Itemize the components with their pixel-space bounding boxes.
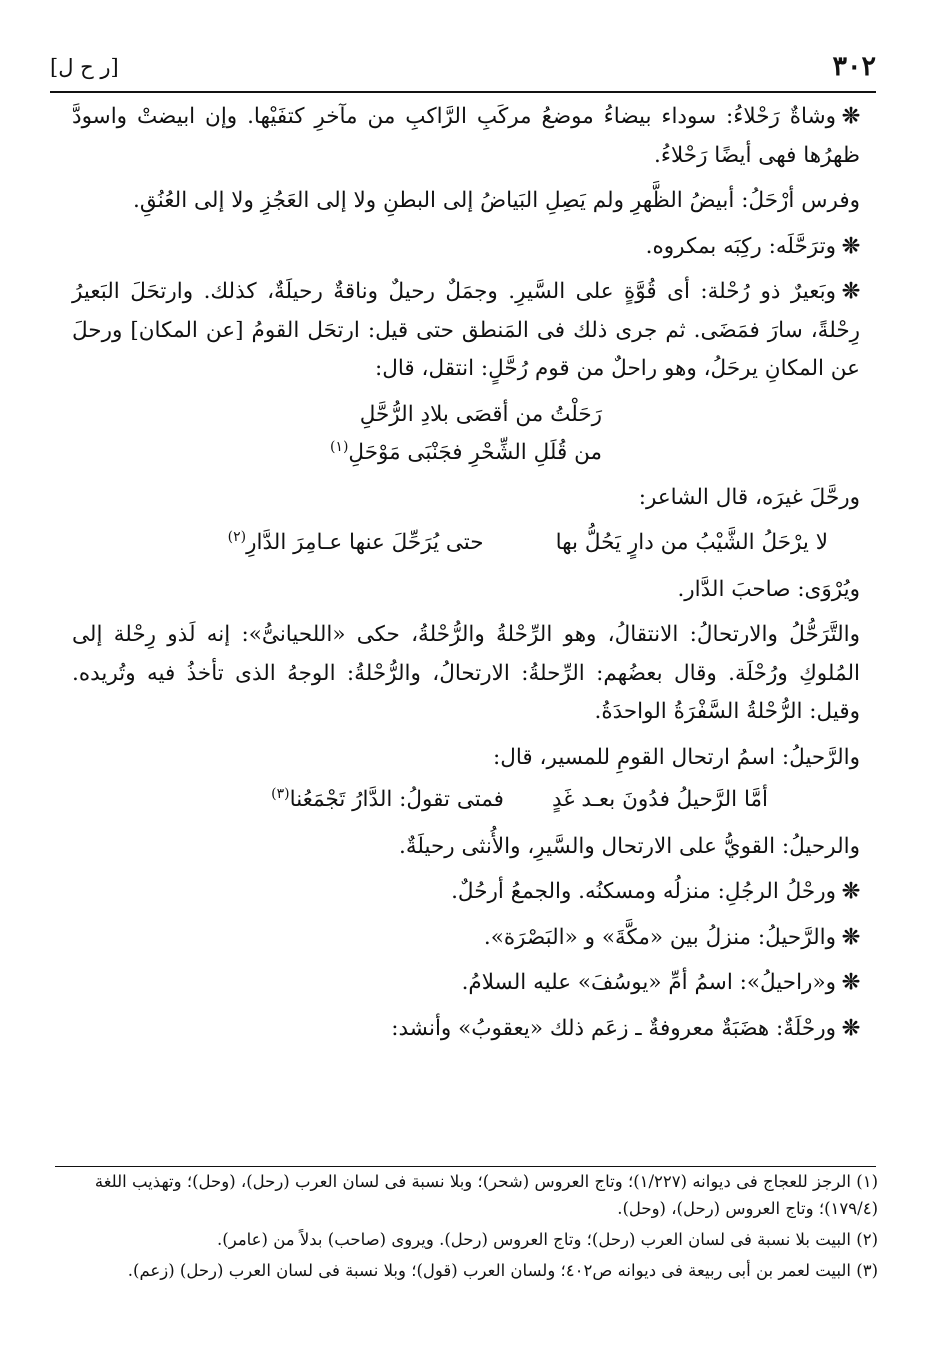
entry-paragraph: ❊وبَعيرٌ ذو رُحْلة: أى قُوَّةٍ على السَّيرِ. وجمَلٌ رحيلٌ وناقةٌ رحيلَةٌ، كذلك. وارتحَلَ البَعيرُ رِحْلةً، سارَ فمَضَى. ثم جرى ذلك فى المَنطق حتى قيل: ارتحَل القومُ [عن المكان] ورحلَ عن المكانِ يرحَلُ، وهو راحلٌ من قوم رُحَّلٍ: انتقل، قال:: [72, 279, 860, 381]
verse-line: رَحَلْتُ من أقصَى بلادِ الرُّحَّلِ: [359, 401, 602, 427]
root-label: [ر ح ل]: [50, 55, 119, 79]
footnote-marker: (٣): [271, 785, 290, 802]
star-icon: ❊: [841, 1015, 860, 1041]
verse-hemistich: حتى يُرَحِّلَ عنها عـامِرَ الدَّارِ$^{(٢)}$: [227, 528, 484, 555]
footnote: (٢) البيت بلا نسبة فى لسان العرب (رحل)؛ وتاج العروس (رحل). ويروى (صاحب) بدلاً من (عامر).: [217, 1230, 878, 1249]
entry-body: [72, 98, 860, 1055]
star-icon: ❊: [841, 924, 860, 950]
entry-paragraph: وفرس أرْحَلُ: أبيضُ الظَّهرِ ولم يَصِلِ البَياضُ إلى البطنِ ولا إلى العَجُزِ ولا إلى العُنُقِ.: [133, 188, 860, 213]
footnote-marker: (٢): [227, 528, 247, 545]
footnote-rule: [55, 1166, 876, 1167]
footnote: (١) الرجز للعجاج فى ديوانه (١/٢٢٧)؛ وتاج العروس (شحر)؛ وبلا نسبة فى لسان العرب (رحل)، (وحل)؛ وتهذيب اللغة (١٧٩/٤)؛ وتاج العروس (رحل)، (وحل).: [94, 1172, 878, 1218]
star-icon: ❊: [841, 879, 860, 904]
verse-hemistich: فمتى تقولُ: الدَّارُ تَجْمَعُنا$^{(٣)}$: [271, 785, 504, 812]
entry-paragraph: ❊وترَحَّلَه: ركِبَه بمكروه.: [645, 233, 860, 259]
verse-line: من قُلَلِ الشِّحْرِ فجَنْبَى مَوْحَلِ$^{(١)}$: [329, 438, 602, 465]
star-icon: ❊: [841, 970, 860, 995]
entry-paragraph: والتَّرَحُّلُ والارتحالُ: الانتقالُ، وهو الرِّحْلةُ والرُّحْلةُ، حكى «اللحيانىُّ»: إنه لَذو رِحْلة إلى المُلوكِ ورُحْلَة. وقال بعضُهم: الرِّحلةُ: الارتحالُ، والرُّحْلةُ: الوجهُ الذى تأخذُ فيه وتُريده. وقيل: الرُّحْلةُ السَّفْرَةُ الواحدَةُ.: [72, 622, 860, 724]
entry-paragraph: ❊و«راحيلُ»: اسمُ أمِّ «يوسُفَ» عليه السلامُ.: [461, 970, 860, 995]
entry-paragraph: ❊وشاةٌ رَحْلاءُ: سوداء بيضاءُ موضعُ مركَبِ الرَّاكبِ من مآخرِ كتفَيْها. وإن ابيضتْ واسودَّ ظهرُها فهى أيضًا رَحْلاءُ.: [72, 104, 860, 168]
entry-paragraph: ويُرْوَى: صاحبَ الدَّار.: [677, 576, 860, 602]
verse-couplet: [72, 781, 860, 820]
entry-paragraph: والرحيلُ: القويُّ على الارتحال والسَّيرِ، والأُنثى رحيلَةٌ.: [399, 833, 860, 859]
footnotes: [55, 1168, 878, 1288]
star-icon: ❊: [841, 104, 860, 129]
footnote: (٣) البيت لعمر بن أبى ربيعة فى ديوانه ص٤٠٢؛ ولسان العرب (قول)؛ وبلا نسبة فى لسان العرب (رحل) (زعم).: [127, 1261, 878, 1280]
verse-hemistich: لا يرْحَلُ الشَّيْبُ من دارٍ يَحُلُّ بها: [555, 530, 828, 555]
entry-paragraph: ورحَّلَ غيرَه، قال الشاعر:: [638, 484, 860, 510]
page-header: [50, 52, 876, 86]
entry-paragraph: ❊والرَّحيلُ: منزلُ بين «مكَّةَ» و «البَصْرَة».: [483, 924, 860, 950]
verse-couplet: [72, 524, 860, 563]
entry-paragraph: ❊ورحْلُ الرجُلِ: منزلُه ومسكنُه. والجمعُ أرحُلٌ.: [451, 879, 860, 904]
verse-hemistich: أمَّا الرَّحيلُ فدُونَ بعـد غَدٍ: [551, 787, 768, 812]
star-icon: ❊: [841, 279, 860, 304]
page-number: ٣٠٢: [832, 51, 876, 82]
entry-paragraph: ❊ورحْلَةٌ: هضَبَةٌ معروفةٌ ـ زعَم ذلك «يعقوبُ» وأنشد:: [391, 1015, 860, 1041]
star-icon: ❊: [841, 233, 860, 259]
entry-paragraph: والرَّحيلُ: اسمُ ارتحال القومِ للمسير، قال:: [492, 744, 860, 770]
footnote-marker: (١): [329, 438, 349, 455]
header-rule: [50, 91, 876, 93]
